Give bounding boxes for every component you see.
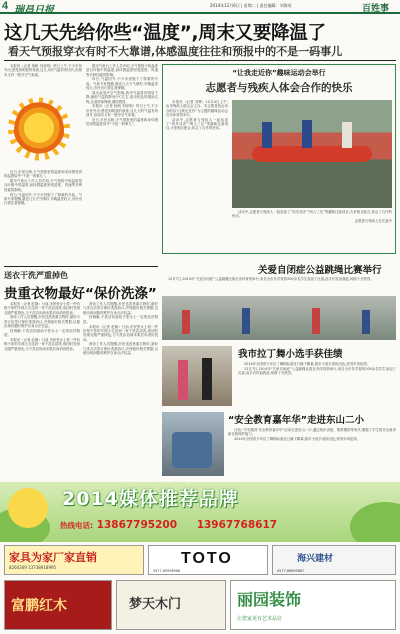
clothing-body-col-2: 消协工作人员提醒,市民送洗贵重衣物时,最好与洗衣店签订保价洗涤协议,并保留好相关票据,以便出现问题时维护自身合法权益。 经调解,干洗店同意给予张女士一定的经济赔偿。 本报讯（记者 赵静）日前,市民张女士将一件价格不菲的羊绒大衣送到一家干洗店清洗,取回时发现衣服严重掉色,与干洗店协商未果后向消协投诉。 消协工作人员提醒,市民送洗贵重衣物时,最好与洗衣店签订保价洗涤协议,并保留好相关票据,以便出现问题时维护自身合法权益。	[83, 302, 158, 356]
volunteer-body: 本报讯（记者 刘辉）12月4日上午,由市残疾人联合会主办、市志愿者协会协办的以“让我走近你”为主题的趣味运动会在市体育馆举行。 活动中,志愿者与残疾人一起参加了“同舟共济”“两人三足”等趣味比赛项目,大家相互配合,体会了合作的快乐。	[166, 100, 228, 131]
decoration-ad-slogan: 让您家更有艺术品位	[237, 616, 283, 622]
volunteer-kicker: “让我走近你”趣味运动会举行	[232, 69, 326, 77]
furniture-ad	[4, 545, 144, 575]
participant-figure	[242, 308, 250, 334]
sun-face-illustration	[14, 100, 64, 162]
door-ad	[116, 580, 226, 630]
participant-figure	[182, 310, 190, 334]
balloon-graphic	[8, 488, 48, 528]
furniture-ad-phone: 8260369 13738918995	[9, 565, 57, 570]
dancer-figure	[202, 358, 212, 400]
paper-logo: 瑞昌日报	[14, 5, 54, 16]
participant-figure	[302, 120, 312, 148]
toto-ad-phone: 0577-89998988	[153, 569, 181, 573]
safety-photo	[162, 412, 224, 476]
headline-divider	[4, 60, 396, 61]
safety-headline: “安全教育嘉年华”走进东山二小	[228, 415, 364, 426]
redwood-ad	[4, 580, 112, 630]
page-number: 4	[2, 0, 9, 12]
clothing-body-col-1: 本报讯（记者 赵静）日前,市民张女士将一件价格不菲的羊绒大衣送到一家干洗店清洗,取回时发现衣服严重掉色,与干洗店协商未果后向消协投诉。 消协工作人员提醒,市民送洗贵重衣物时,最好与洗衣店签订保价洗涤协议,并保留好相关票据,以便出现问题时维护自身合法权益。 经调解,干洗店同意给予张女士一定的经济赔偿。 本报讯（记者 赵静）日前,市民张女士将一件价格不菲的羊绒大衣送到一家干洗店清洗,取回时发现衣服严重掉色,与干洗店协商未果后向消协投诉。	[4, 302, 80, 351]
training-headline: 我市拉丁舞小选手获佳绩	[238, 349, 343, 360]
sports-headline: 关爱自闭症公益跳绳比赛举行	[258, 265, 382, 276]
participant-figure	[312, 308, 320, 334]
main-story-col-1b: 近日,市民反映,天气预报里的温度和身体感觉到的温度似乎“不是一码事儿”。 据市气象台工作人员介绍,天气预报中的温度是百叶箱中的温度,而体感温度则受湿度、风速等多种因素的影响。 昨日,气温回升,不少市民脱下了厚重的冬装。气象专家提醒,最近几天天气晴好,早晚温差较大,市民出行需注意保暖。	[4, 170, 82, 206]
toto-ad	[148, 545, 268, 575]
participant-figure	[342, 122, 352, 148]
clothing-headline: 贵重衣物最好“保价洗涤”	[4, 286, 157, 302]
clothing-divider	[4, 266, 158, 267]
masthead-bar	[0, 0, 400, 14]
banner-hotline: 热线电话: 13867795200 13967768617	[60, 519, 278, 531]
dancer-figure	[178, 360, 188, 400]
main-story-col-2: 据市气象台工作人员介绍,天气预报中的温度是百叶箱中的温度,而体感温度则受湿度、风速等多种因素的影响。 昨日,气温回升,不少市民脱下了厚重的冬装。气象专家提醒,最近几天天气晴好,早晚温差较大,市民出行需注意保暖。 周末起受冷空气影响,我市气温将有明显下降,最低气温将降至0℃左右,请市民及时增添衣物,注意防寒保暖,谨防感冒。 本报讯（记者 杨帆 刘爱明）昨日上午,不少市民外出,感受到明显的寒意,这几天的气温有所回升,但周末又有一股冷空气来袭。 近日,市民反映,天气预报里的温度和身体感觉到的温度似乎“不是一码事儿”。	[86, 64, 158, 127]
decoration-ad	[230, 580, 396, 630]
haixing-ad-title: 海兴建材	[297, 554, 334, 564]
haixing-ad-phone: 0577-66899887	[277, 569, 305, 573]
banner-decoration	[350, 502, 400, 542]
section-name: 百姓事	[362, 4, 390, 14]
main-subhead: 看天气预报穿衣有时不大靠谱,体感温度往往和预报中的不是一码事儿	[8, 45, 343, 58]
banner-title: 2014媒体推荐品牌	[62, 488, 239, 510]
door-ad-title: 梦天木门	[129, 597, 182, 612]
main-story-col-1a: 本报讯（记者 杨帆 刘爱明）昨日上午,不少市民外出,感受到明显的寒意,这几天的气温有所回升,但周末又有一股冷空气来袭。	[4, 64, 82, 77]
sports-body: 12月7日,2014年“关爱自闭症”公益跳绳比赛在市体育馆举行,来自全市各学校的200余名学生参加了比赛,选手们你追我赶,场面十分热烈。	[168, 277, 374, 281]
main-headline: 这几天先给你些“温度”,周末又要降温了	[4, 23, 326, 44]
training-body: 2014年全国青少年拉丁舞锦标赛近日落下帷幕,我市小选手表现出色,获得多项佳绩。 12月7日,2014年“关爱自闭症”公益跳绳比赛在市体育馆举行,来自全市各学校的200余名学生参加了比赛,选手们你追我赶,场面十分热烈。	[238, 362, 396, 376]
toto-logo: TOTO	[181, 550, 233, 567]
participant-figure	[362, 310, 370, 334]
dateline: 2014年12月6日 | 星期二 | 责任编辑：刘海英	[210, 3, 292, 8]
haixing-ad	[272, 545, 396, 575]
safety-body: 日前,“平安瑞昌·安全教育嘉年华”活动走进东山二小,通过知识讲座、情景模拟等形式,增强了学生的安全意识和自我保护能力。 2014年全国青少年拉丁舞锦标赛近日落下帷幕,我市小选手表现出色,获得多项佳绩。	[228, 428, 396, 442]
volunteer-headline: 志愿者与残疾人体会合作的快乐	[205, 82, 353, 94]
clothing-kicker: 送衣干洗严重掉色	[4, 271, 68, 280]
caterpillar-prop	[252, 146, 372, 162]
volunteer-photo	[232, 100, 392, 208]
redwood-ad-title: 富鹏红木	[11, 598, 67, 614]
students-group	[172, 432, 212, 468]
dance-photo	[162, 346, 232, 406]
furniture-ad-title: 家具为家厂家直销	[9, 551, 97, 564]
volunteer-body-2: 活动中,志愿者与残疾人一起参加了“同舟共济”“两人三足”等趣味比赛项目,大家相互配合,体会了合作的快乐。 志愿者与残疾人在比赛中	[232, 210, 392, 224]
participant-figure	[262, 122, 272, 148]
sports-photo	[162, 296, 396, 340]
decoration-ad-title: 丽园装饰	[237, 590, 302, 609]
